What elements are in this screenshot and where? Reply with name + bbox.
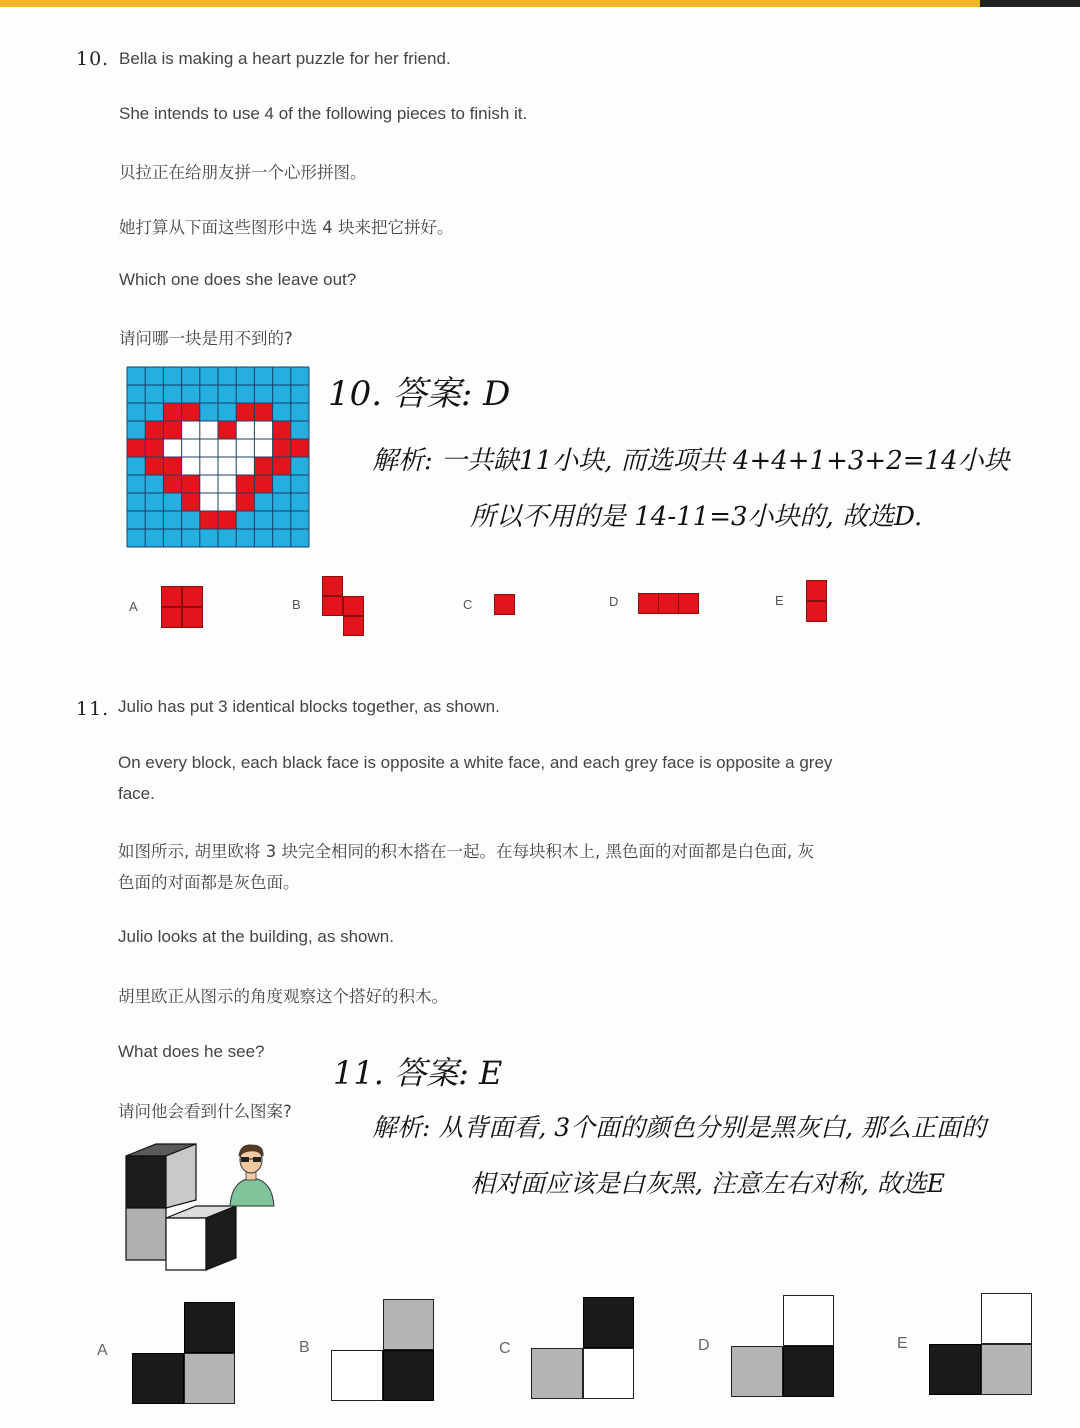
heart-grid-cell — [127, 529, 145, 547]
heart-grid-cell — [218, 385, 236, 403]
heart-grid-cell — [254, 529, 272, 547]
q10-line-6: 请问哪一块是用不到的? — [119, 329, 293, 348]
heart-grid-cell — [236, 457, 254, 475]
q11-option-d-label: D — [698, 1337, 710, 1354]
heart-grid-cell — [200, 403, 218, 421]
heart-grid-cell — [200, 529, 218, 547]
q10-line-5: Which one does she leave out? — [119, 270, 357, 289]
heart-grid-cell — [254, 511, 272, 529]
heart-grid-cell — [145, 439, 163, 457]
heart-grid-cell — [236, 403, 254, 421]
q11-handwritten-answer: 11. 答案: E — [333, 1054, 503, 1092]
q10-number: 10. — [76, 48, 110, 70]
q10-option-b-label: B — [292, 597, 301, 612]
q11-line-4: 如图所示, 胡里欧将 3 块完全相同的积木搭在一起。在每块积木上, 黑色面的对面都是白色面, 灰 — [118, 842, 814, 861]
heart-grid-cell — [145, 457, 163, 475]
heart-grid-cell — [273, 457, 291, 475]
q11-option-a-figure — [132, 1302, 236, 1404]
heart-grid-cell — [273, 511, 291, 529]
q11-option-c-label: C — [499, 1340, 511, 1357]
q11-line-2: On every block, each black face is opposite a white face, and each grey face is opposite a grey — [118, 753, 833, 772]
q11-option-b-figure — [331, 1299, 435, 1401]
q10-option-a-label: A — [129, 599, 138, 614]
heart-grid-cell — [218, 439, 236, 457]
heart-grid-cell — [218, 403, 236, 421]
heart-grid-cell — [218, 475, 236, 493]
heart-grid-cell — [200, 385, 218, 403]
heart-grid-cell — [145, 511, 163, 529]
heart-grid-cell — [127, 511, 145, 529]
q11-option-e-figure — [929, 1293, 1033, 1395]
heart-grid-cell — [291, 511, 309, 529]
heart-grid-cell — [273, 493, 291, 511]
q11-line-9: 请问他会看到什么图案? — [118, 1102, 292, 1121]
heart-grid-cell — [236, 385, 254, 403]
heart-grid-cell — [163, 385, 181, 403]
heart-grid-cell — [163, 421, 181, 439]
heart-grid-cell — [273, 439, 291, 457]
heart-grid-cell — [273, 385, 291, 403]
heart-grid-cell — [182, 475, 200, 493]
heart-grid-cell — [218, 529, 236, 547]
heart-grid-cell — [182, 421, 200, 439]
q11-option-b-label: B — [299, 1339, 310, 1356]
heart-grid-cell — [163, 529, 181, 547]
heart-grid-cell — [218, 367, 236, 385]
q10-line-1: Bella is making a heart puzzle for her friend. — [119, 49, 451, 68]
heart-grid-cell — [145, 385, 163, 403]
q10-handwritten-answer: 10. 答案: D — [328, 374, 511, 414]
heart-grid-cell — [200, 439, 218, 457]
heart-grid-cell — [218, 421, 236, 439]
heart-grid-cell — [273, 367, 291, 385]
heart-grid-cell — [273, 403, 291, 421]
heart-grid-cell — [254, 457, 272, 475]
q11-line-5: 色面的对面都是灰色面。 — [118, 873, 300, 892]
heart-grid-cell — [291, 421, 309, 439]
heart-grid-cell — [127, 421, 145, 439]
heart-grid-cell — [273, 475, 291, 493]
q10-option-a-piece — [161, 586, 203, 628]
heart-grid-cell — [163, 493, 181, 511]
heart-grid-cell — [182, 439, 200, 457]
q11-line-3: face. — [118, 784, 155, 803]
heart-grid-cell — [127, 457, 145, 475]
q11-option-e-label: E — [897, 1335, 908, 1352]
heart-grid-cell — [291, 457, 309, 475]
heart-grid-cell — [163, 403, 181, 421]
heart-grid-cell — [145, 493, 163, 511]
heart-grid-cell — [254, 367, 272, 385]
q11-handwritten-analysis-1: 解析: 从背面看, 3个面的颜色分别是黑灰白, 那么正面的 — [372, 1113, 987, 1142]
heart-grid-cell — [127, 367, 145, 385]
heart-grid-cell — [254, 403, 272, 421]
heart-grid-cell — [236, 439, 254, 457]
heart-grid-cell — [291, 529, 309, 547]
q10-handwritten-analysis-1: 解析: 一共缺11小块, 而选项共 4+4+1+3+2=14小块 — [372, 446, 1010, 476]
heart-grid-cell — [182, 529, 200, 547]
heart-grid-cell — [254, 475, 272, 493]
heart-grid-cell — [236, 475, 254, 493]
heart-grid-cell — [236, 511, 254, 529]
q10-line-3: 贝拉正在给朋友拼一个心形拼图。 — [119, 163, 367, 182]
heart-grid-cell — [182, 493, 200, 511]
heart-grid-cell — [145, 421, 163, 439]
heart-grid-cell — [163, 511, 181, 529]
q11-line-7: 胡里欧正从图示的角度观察这个搭好的积木。 — [118, 987, 448, 1006]
heart-grid-cell — [127, 475, 145, 493]
heart-grid-cell — [291, 475, 309, 493]
heart-grid-cell — [200, 367, 218, 385]
q11-handwritten-analysis-2: 相对面应该是白灰黑, 注意左右对称, 故选E — [470, 1169, 946, 1198]
q11-line-8: What does he see? — [118, 1042, 265, 1061]
heart-grid-cell — [291, 403, 309, 421]
q10-option-b-piece — [322, 576, 364, 636]
heart-grid-cell — [127, 493, 145, 511]
heart-grid-cell — [236, 529, 254, 547]
heart-grid-cell — [127, 385, 145, 403]
heart-grid-cell — [182, 385, 200, 403]
heart-grid-cell — [236, 367, 254, 385]
heart-grid-cell — [163, 439, 181, 457]
heart-grid-cell — [273, 421, 291, 439]
q10-option-d-piece — [638, 593, 700, 614]
heart-grid-cell — [254, 421, 272, 439]
heart-grid-cell — [273, 529, 291, 547]
heart-puzzle-grid — [126, 366, 310, 548]
heart-grid-cell — [200, 421, 218, 439]
heart-grid-cell — [127, 403, 145, 421]
q10-line-4: 她打算从下面这些图形中选 4 块来把它拼好。 — [119, 218, 454, 237]
heart-grid-cell — [254, 385, 272, 403]
q11-option-a-label: A — [97, 1342, 108, 1359]
q10-option-d-label: D — [609, 594, 619, 609]
q10-line-2: She intends to use 4 of the following pieces to finish it. — [119, 104, 528, 123]
q10-option-c-piece — [494, 594, 515, 615]
heart-grid-cell — [200, 475, 218, 493]
julio-figure-icon — [226, 1140, 278, 1208]
heart-grid-cell — [163, 367, 181, 385]
heart-grid-cell — [200, 493, 218, 511]
heart-grid-cell — [291, 493, 309, 511]
heart-grid-cell — [163, 475, 181, 493]
q11-line-6: Julio looks at the building, as shown. — [118, 927, 394, 946]
heart-grid-cell — [145, 403, 163, 421]
heart-grid-cell — [236, 421, 254, 439]
q10-option-e-label: E — [775, 593, 784, 608]
top-corner-stripe — [980, 0, 1080, 7]
q10-option-e-piece — [806, 580, 827, 622]
heart-grid-cell — [218, 457, 236, 475]
q11-number: 11. — [76, 698, 110, 720]
heart-grid-cell — [145, 367, 163, 385]
top-accent-bar — [0, 0, 1080, 7]
heart-grid-cell — [182, 457, 200, 475]
q10-handwritten-analysis-2: 所以不用的是 14-11=3小块的, 故选D. — [470, 502, 923, 532]
heart-grid-cell — [145, 529, 163, 547]
heart-grid-cell — [182, 403, 200, 421]
q11-option-c-figure — [531, 1297, 635, 1399]
heart-grid-cell — [127, 439, 145, 457]
heart-grid-cell — [182, 367, 200, 385]
q11-option-d-figure — [731, 1295, 835, 1397]
heart-grid-cell — [200, 511, 218, 529]
heart-grid-cell — [218, 493, 236, 511]
heart-grid-cell — [291, 439, 309, 457]
heart-grid-cell — [163, 457, 181, 475]
heart-grid-cell — [254, 439, 272, 457]
heart-grid-cell — [291, 385, 309, 403]
heart-grid-cell — [145, 475, 163, 493]
heart-grid-cell — [200, 457, 218, 475]
heart-grid-cell — [182, 511, 200, 529]
heart-grid-cell — [218, 511, 236, 529]
heart-grid-cell — [254, 493, 272, 511]
q10-option-c-label: C — [463, 597, 473, 612]
heart-grid-cell — [291, 367, 309, 385]
heart-grid-cell — [236, 493, 254, 511]
q11-line-1: Julio has put 3 identical blocks together, as shown. — [118, 697, 500, 716]
